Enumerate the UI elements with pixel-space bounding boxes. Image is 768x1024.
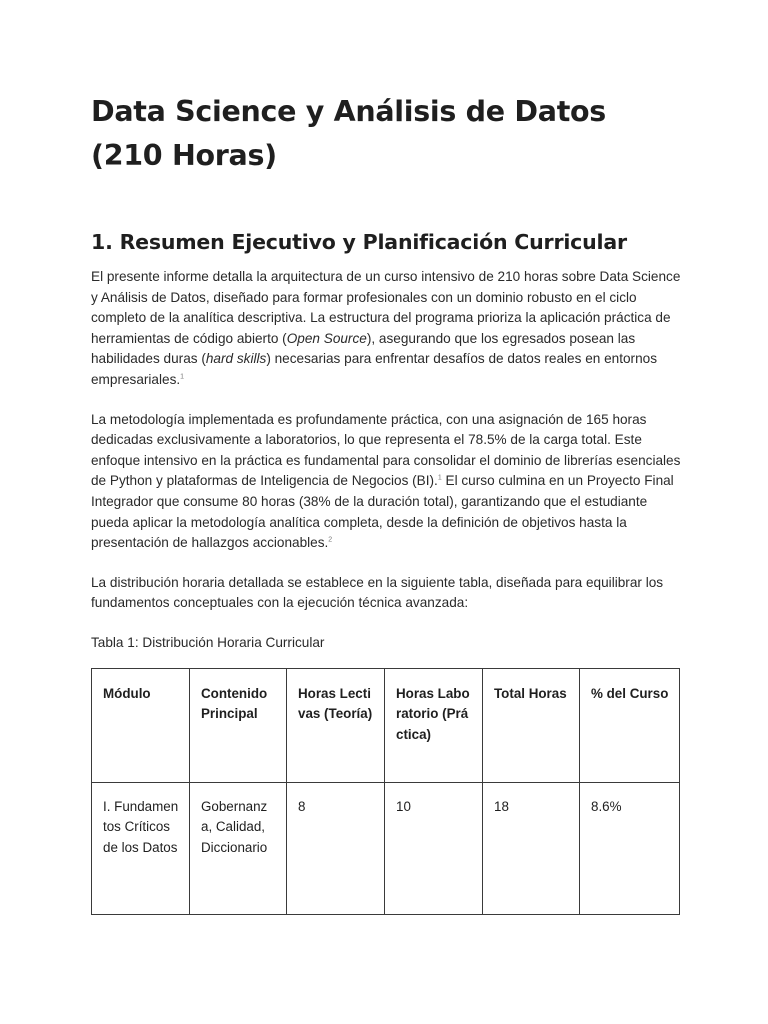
- section-heading: 1. Resumen Ejecutivo y Planificación Curricular: [91, 230, 627, 254]
- header-course-percent: % del Curso: [580, 668, 680, 782]
- paragraph-2-text-a: La metodología implementada es profundamente práctica, con una asignación de 165 horas dedicadas exclusivamente a laboratorios, lo que representa el 78.5% de la carga total. Este enfoque intensivo en la práctica es fundamental para consolidar el dominio de librerías esenciales de Python y plataformas de Inteligencia de Negocios (BI).: [91, 411, 681, 489]
- header-module: Módulo: [92, 668, 190, 782]
- paragraph-2-text-b: El curso culmina en un Proyecto Final Integrador que consume 80 horas (38% de la duración total), garantizando que el estudiante pueda aplicar la metodología analítica completa, desde la definición de objetivos hasta la presentación de hallazgos accionables.: [91, 473, 674, 551]
- document-title: Data Science y Análisis de Datos (210 Horas): [91, 95, 606, 172]
- document-page: [91, 90, 681, 915]
- table-caption: Tabla 1: Distribución Horaria Curricular: [91, 634, 325, 650]
- header-total-hours: Total Horas: [483, 668, 580, 782]
- cell-total-hours: 18: [483, 782, 580, 914]
- header-lab-hours: Horas Laboratorio (Práctica): [385, 668, 483, 782]
- paragraph-1-text-a: El presente informe detalla la arquitectura de un curso intensivo de 210 horas sobre Data Science y Análisis de Datos, diseñado para formar profesionales con un dominio robusto en el ciclo completo de la analítica descriptiva. La estructura del programa prioriza la aplicación práctica de herramientas de código abierto (: [91, 269, 681, 346]
- paragraph-1-emphasis-open-source: Open Source: [286, 330, 367, 346]
- paragraph-1-text-c: ) necesarias para enfrentar desafíos de datos reales en entornos empresariales.: [91, 351, 657, 387]
- header-theory-hours: Horas Lectivas (Teoría): [287, 668, 385, 782]
- curriculum-table: [91, 668, 680, 915]
- paragraph-2: [91, 410, 681, 554]
- footnote-ref-1[interactable]: 1: [437, 474, 442, 482]
- cell-content: Gobernanza, Calidad, Diccionario: [190, 782, 287, 914]
- paragraph-1-text-b: ), asegurando que los egresados posean las habilidades duras (: [91, 330, 636, 367]
- cell-course-percent: 8.6%: [580, 782, 680, 914]
- cell-theory-hours: 8: [287, 782, 385, 914]
- header-content: Contenido Principal: [190, 668, 287, 782]
- footnote-ref-2[interactable]: 2: [328, 536, 333, 544]
- cell-module: I. Fundamentos Críticos de los Datos: [92, 782, 190, 914]
- table-row: [92, 782, 680, 914]
- table-header-row: [92, 668, 680, 782]
- paragraph-3: La distribución horaria detallada se establece en la siguiente tabla, diseñada para equilibrar los fundamentos conceptuales con la ejecución técnica avanzada:: [91, 574, 664, 611]
- paragraph-1-emphasis-hard-skills: hard skills: [205, 351, 267, 367]
- cell-lab-hours: 10: [385, 782, 483, 914]
- footnote-ref-1[interactable]: 1: [180, 373, 185, 381]
- paragraph-1: [91, 267, 681, 391]
